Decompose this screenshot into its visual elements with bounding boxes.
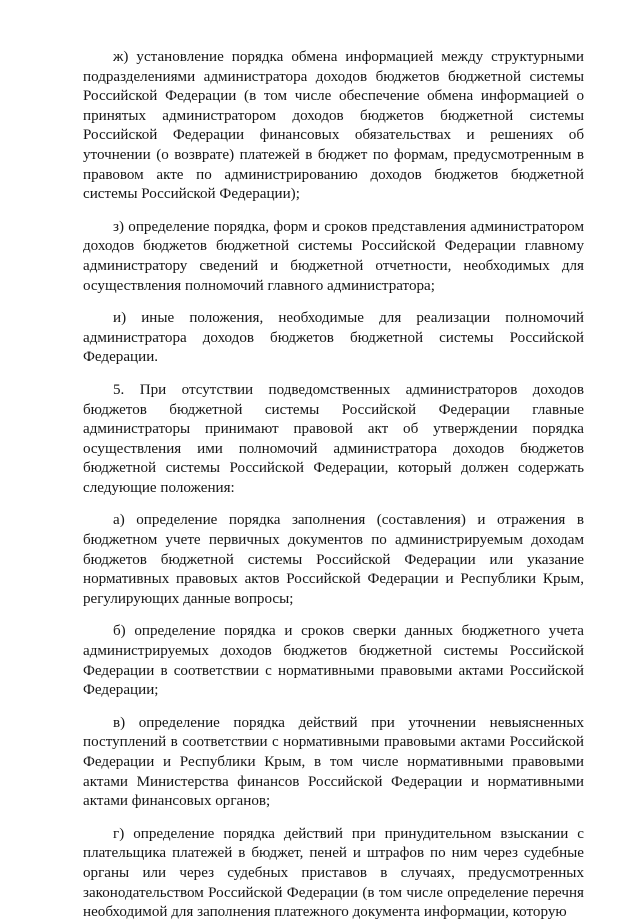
- paragraph-item-5: 5. При отсутствии подведомственных администраторов доходов бюджетов бюджетной системы Российской Федерации главные администраторы принимают правовой акт об утверждении порядка осуществления ими полномочий администратора доходов бюджетов бюджетной системы Российской Федерации, который должен содержать следующие положения:: [83, 381, 584, 496]
- paragraph-b: б) определение порядка и сроков сверки данных бюджетного учета администрируемых доходов бюджетов бюджетной системы Российской Федерации в соответствии с нормативными правовыми актами Российской Федерации;: [83, 623, 584, 699]
- paragraph-i: и) иные положения, необходимые для реализации полномочий администратора доходов бюджетов бюджетной системы Российской Федерации.: [83, 310, 584, 366]
- paragraph-a: а) определение порядка заполнения (составления) и отражения в бюджетном учете первичных документов по администрируемым доходам бюджетов бюджетной системы Российской Федерации или указание нормативных правовых актов Российской Федерации и Республики Крым, регулирующих данные вопросы;: [83, 512, 584, 607]
- paragraph-v: в) определение порядка действий при уточнении невыясненных поступлений в соответствии с нормативными правовыми актами Российской Федерации и Республики Крым, в том числе нормативными правовыми актами Министерства финансов Российской Федерации и нормативными актами финансовых органов;: [83, 714, 584, 810]
- document-page: [83, 48, 584, 923]
- paragraph-zh: ж) установление порядка обмена информацией между структурными подразделениями администратора доходов бюджетов бюджетной системы Российской Федерации (в том числе обеспечение обмена информацией о принятых администратором доходов бюджетов бюджетной системы Российской Федерации финансовых обязательствах и решениях об уточнении (о возврате) платежей в бюджет по формам, предусмотренным в правовом акте по администрированию доходов бюджетов бюджетной системы Российской Федерации);: [83, 49, 584, 203]
- paragraph-g: г) определение порядка действий при принудительном взыскании с плательщика платежей в бюджет, пеней и штрафов по ним через судебные органы или через судебных приставов в случаях, предусмотренных законодательством Российской Федерации (в том числе определение перечня необходимой для заполнения платежного документа информации, которую: [83, 825, 584, 921]
- paragraph-z: з) определение порядка, форм и сроков представления администратором доходов бюджетов бюджетной системы Российской Федерации главному администратору сведений и бюджетной отчетности, необходимых для осуществления полномочий главного администратора;: [83, 218, 584, 294]
